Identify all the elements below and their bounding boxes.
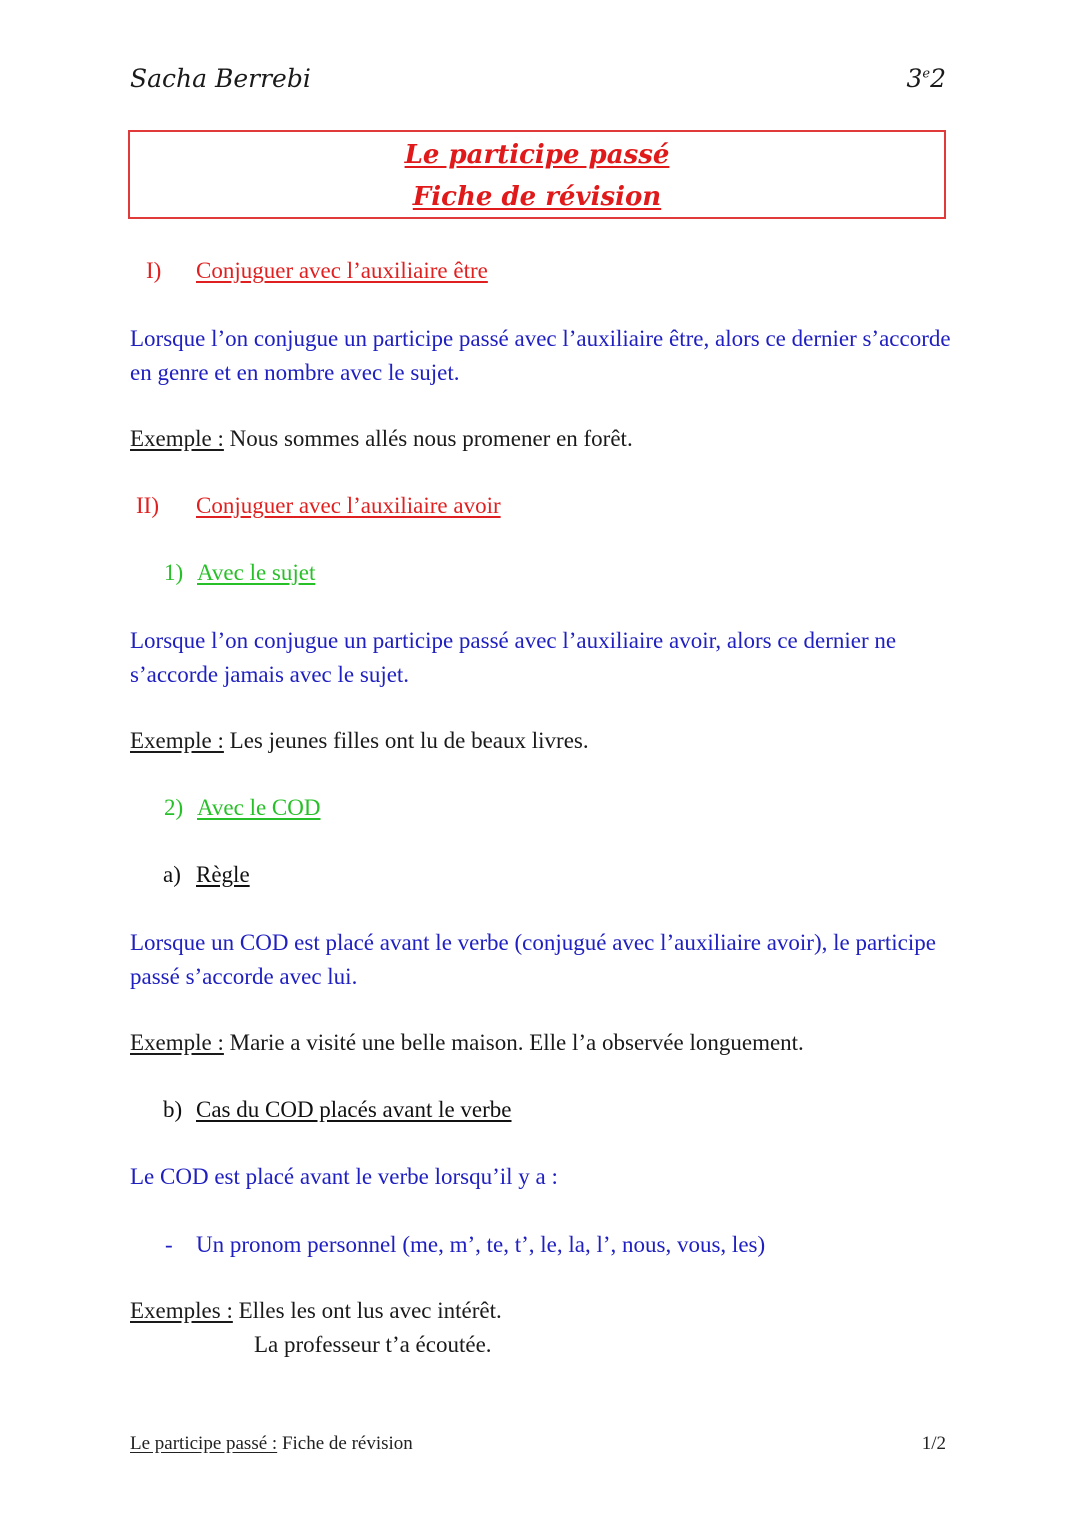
example-4 (130, 1298, 502, 1324)
title-line-1: Le participe passé (404, 140, 670, 170)
subsection-2-title: Avec le COD (197, 795, 321, 820)
section-1-number: I) (146, 258, 162, 283)
bullet-1-text: Un pronom personnel (me, m’, te, t’, le, la, l’, nous, vous, les) (196, 1232, 766, 1257)
subsection-b-number: b) (163, 1097, 183, 1122)
section-1-title: Conjuguer avec l’auxiliaire être (196, 258, 488, 283)
example-4-line-1: Elles les ont lus avec intérêt. (232, 1298, 502, 1323)
bullet-dash: - (165, 1232, 173, 1257)
example-2-label: Exemple : (130, 728, 224, 753)
example-3-label: Exemple : (130, 1030, 224, 1055)
example-1-text: Nous sommes allés nous promener en forêt. (223, 426, 633, 451)
example-4-label: Exemples : (130, 1298, 233, 1323)
title-box (128, 130, 946, 219)
class-code (906, 64, 946, 93)
class-sup: e (922, 66, 931, 82)
footer-title: Fiche de révision (277, 1433, 413, 1454)
class-suffix: 2 (930, 64, 946, 93)
footer-label: Le participe passé : (130, 1433, 278, 1454)
subsection-1-title: Avec le sujet (197, 560, 316, 585)
class-num: 3 (906, 64, 923, 93)
author-name: Sacha Berrebi (130, 64, 311, 93)
example-1 (130, 426, 633, 452)
title-line-2: Fiche de révision (412, 182, 662, 212)
footer-text (130, 1433, 413, 1455)
subsection-1-number: 1) (164, 560, 184, 585)
paragraph-2: Lorsque l’on conjugue un participe passé avec l’auxiliaire avoir, alors ce dernier ne s’accorde jamais avec le sujet. (130, 628, 897, 687)
example-1-label: Exemple : (130, 426, 224, 451)
subsection-2-number: 2) (164, 795, 184, 820)
section-2-number: II) (136, 493, 159, 518)
subsection-b-title: Cas du COD placés avant le verbe (196, 1097, 512, 1122)
paragraph-1: Lorsque l’on conjugue un participe passé avec l’auxiliaire être, alors ce dernier s’accorde en genre et en nombre avec le sujet. (130, 326, 951, 385)
paragraph-4: Le COD est placé avant le verbe lorsqu’il y a : (130, 1164, 558, 1189)
example-3-text: Marie a visité une belle maison. Elle l’a observée longuement. (223, 1030, 804, 1055)
subsection-a-number: a) (163, 862, 181, 887)
subsection-a-title: Règle (196, 862, 250, 887)
example-3 (130, 1030, 804, 1056)
section-2-title: Conjuguer avec l’auxiliaire avoir (196, 493, 501, 518)
paragraph-3: Lorsque un COD est placé avant le verbe (conjugué avec l’auxiliaire avoir), le participe passé s’accorde avec lui. (130, 930, 936, 989)
example-2 (130, 728, 589, 754)
page-number: 1/2 (921, 1433, 946, 1454)
example-2-text: Les jeunes filles ont lu de beaux livres. (223, 728, 589, 753)
example-4-line-2: La professeur t’a écoutée. (254, 1332, 492, 1357)
